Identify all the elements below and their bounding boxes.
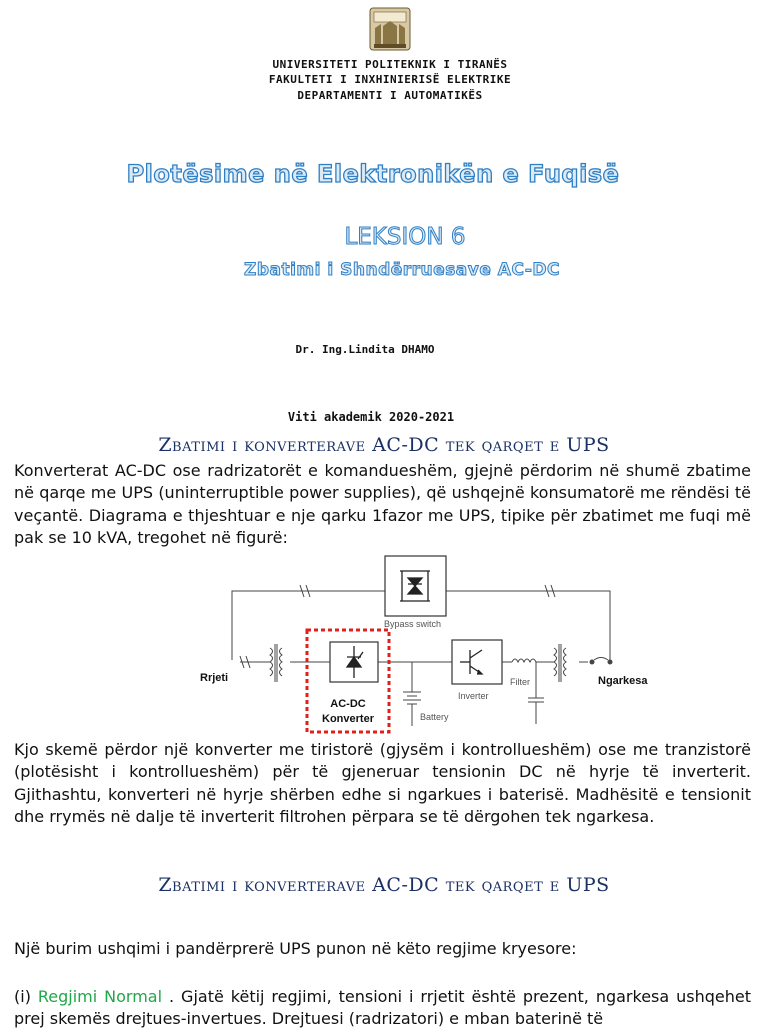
department-name: DEPARTAMENTI I AUTOMATIKËS (297, 89, 483, 102)
academic-year: Viti akademik 2020-2021 (287, 410, 455, 424)
converter-label-1: AC-DC (330, 698, 366, 710)
university-logo (367, 6, 413, 52)
modes-intro: Një burim ushqimi i pandërprerë UPS punon në këto regjime kryesore: (14, 939, 577, 958)
section-heading: Zbatimi i konverterave AC-DC tek qarqet e UPS (158, 434, 610, 456)
filter-label: Filter (510, 677, 530, 687)
lesson-subtitle: Zbatimi i Shndërruesave AC-DC (244, 260, 560, 280)
intro-paragraph: Konverterat AC-DC ose radrizatorët e komandueshëm, gjejnë përdorim në shumë zbatime në qarqe me UPS (uninterruptible power supplies), që ushqejnë konsumatorë me rëndësi të veçantë. Diagrama e thjeshtuar e nje qarku 1fazor me UPS, tipike për zbatimet me fuqi më pak se 10 kVA, tregohet në figurë: (14, 461, 751, 548)
inverter-label: Inverter (458, 691, 489, 701)
output-transformer (554, 644, 566, 682)
university-name: UNIVERSITETI POLITEKNIK I TIRANËS (272, 58, 508, 71)
mode-prefix: (i) (14, 987, 38, 1006)
battery (403, 662, 421, 726)
description-paragraph: Kjo skemë përdor një konverter me tiristorë (gjysëm i kontrollueshëm) ose me tranzistorë (plotësisht i kontrollueshëm) për të gjeneruar tensionin DC në hyrje të inverterit. Gjithashtu, konverteri në hyrje shërben edhe si ngarkues i baterisë. Madhësitë e tensionit dhe rrymës në dalje të inverterit filtrohen përpara se të dërgohen tek ngarkesa. (14, 740, 751, 827)
inverter-box (452, 640, 502, 684)
normal-mode-term: Regjimi Normal (37, 987, 163, 1006)
faculty-name: FAKULTETI I INXHINIERISË ELEKTRIKE (268, 73, 512, 86)
bypass-switch-label: Bypass switch (384, 619, 442, 629)
converter-label-2: Konverter (322, 713, 374, 725)
course-title: Plotësime në Elektronikën e Fuqisë (126, 160, 620, 188)
author: Dr. Ing.Lindita DHAMO (295, 343, 435, 356)
normal-mode-paragraph (14, 986, 751, 1031)
output-switch (590, 658, 612, 665)
battery-label: Battery (420, 712, 449, 722)
normal-mode-text: . Gjatë këtij regjimi, tensioni i rrjetit është prezent, ngarkesa ushqehet prej skemës drejtues-invertues. Drejtuesi (radrizatori) e mban baterinë të (14, 987, 752, 1029)
input-transformer (270, 644, 282, 682)
lesson-number: LEKSION 6 (344, 224, 466, 250)
grid-label: Rrjeti (200, 672, 229, 684)
load-label: Ngarkesa (598, 675, 648, 687)
section-heading-2: Zbatimi i konverterave AC-DC tek qarqet e UPS (158, 874, 610, 896)
ups-diagram (190, 554, 670, 736)
filter (512, 659, 544, 724)
